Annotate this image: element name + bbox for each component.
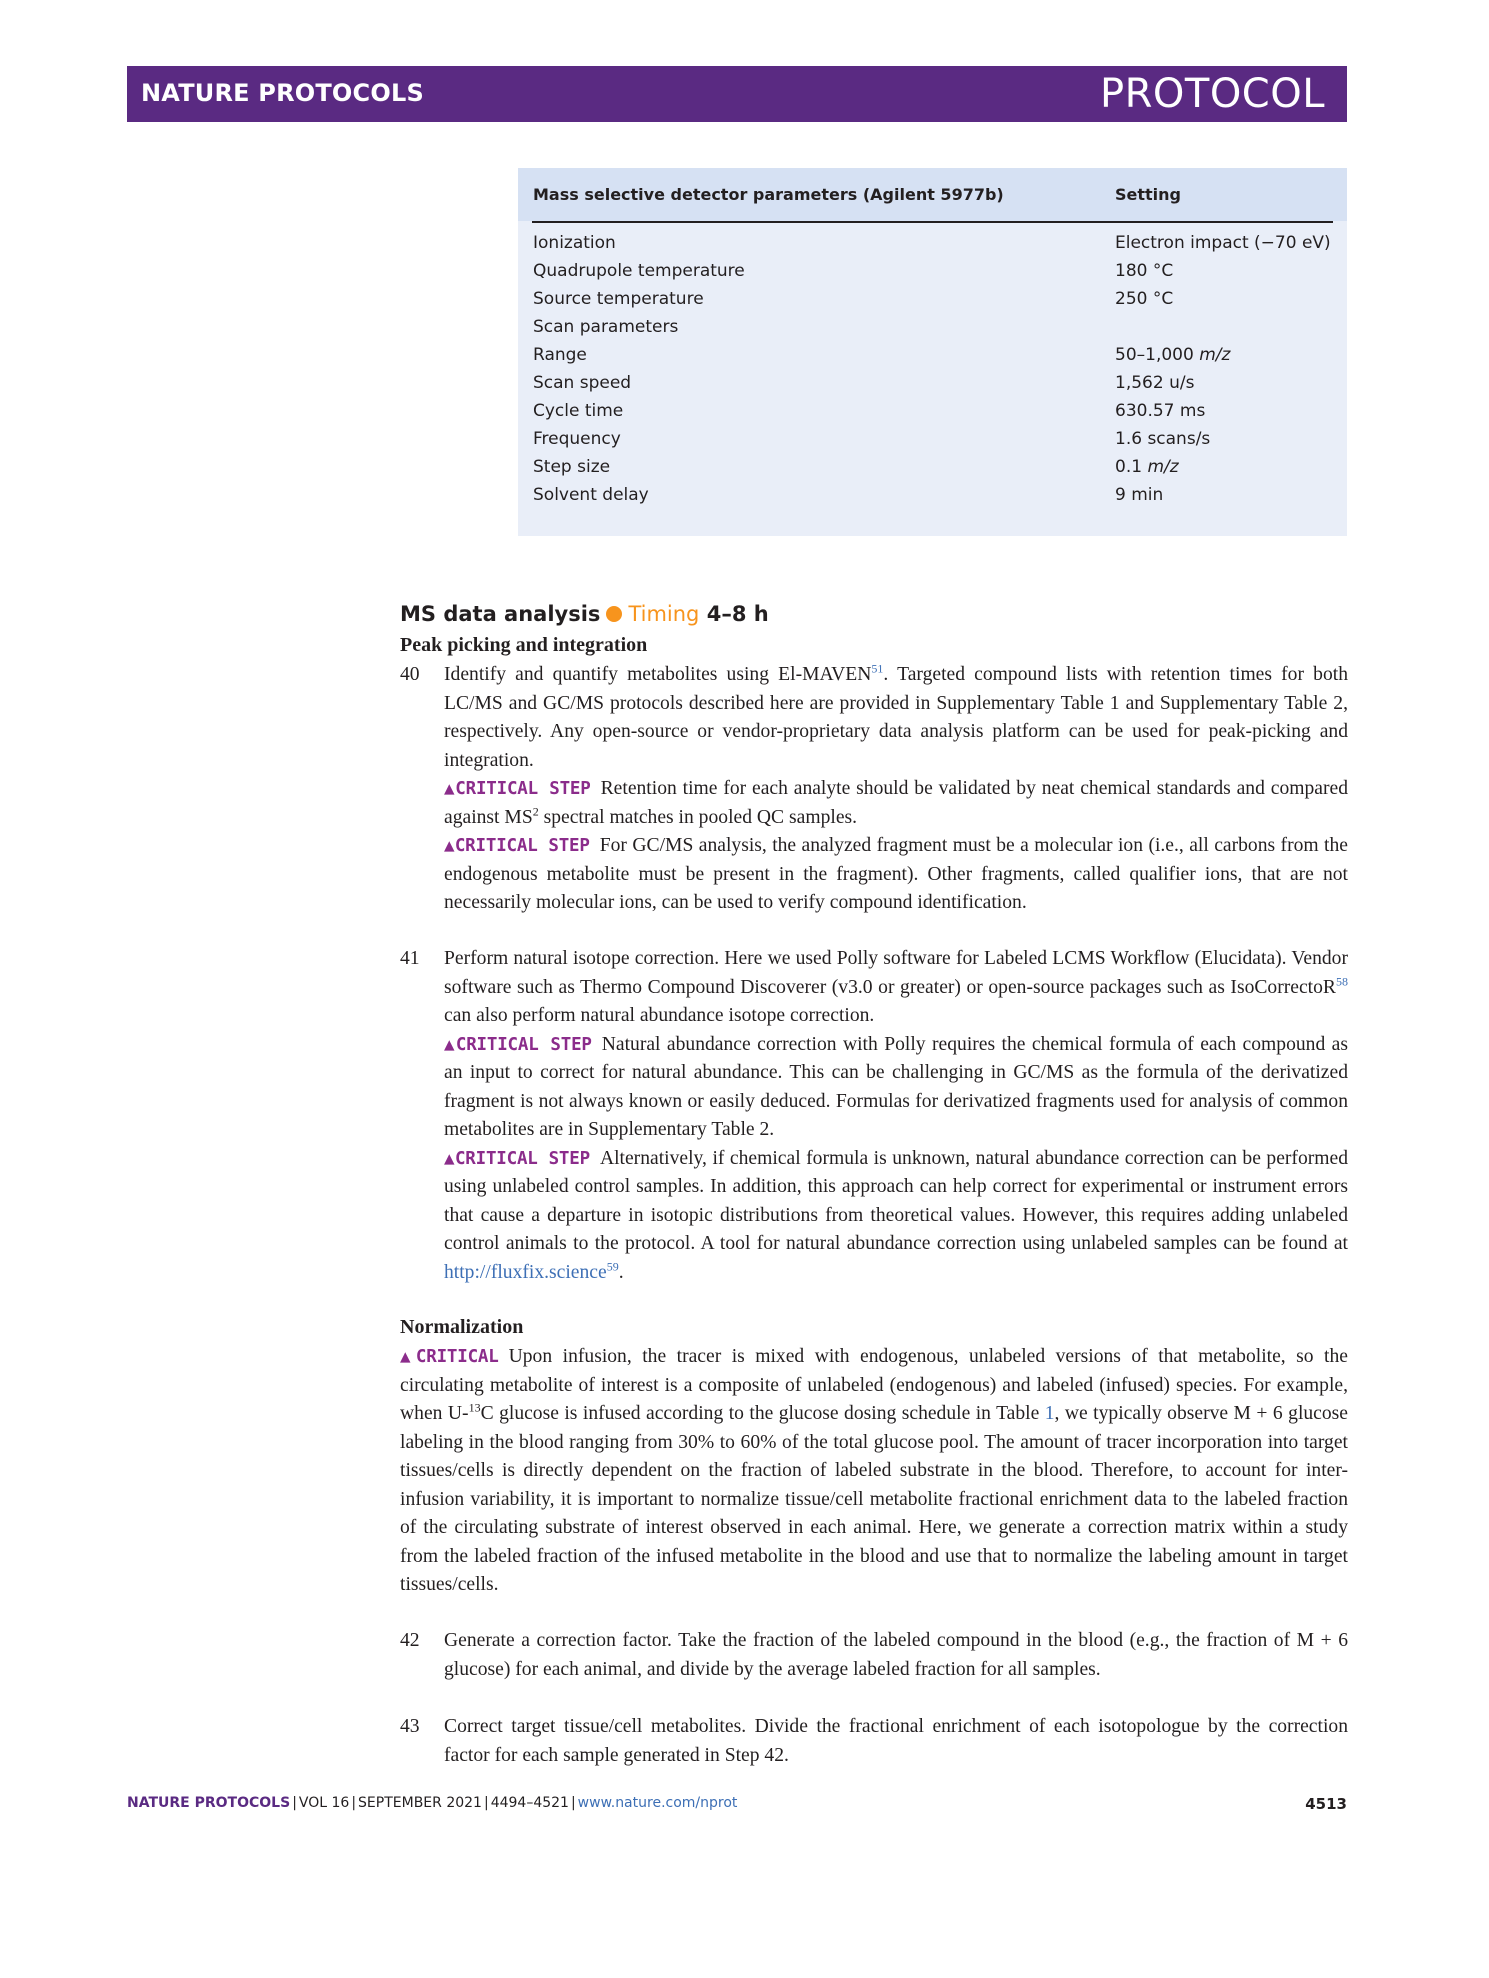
table-header-row <box>518 168 1347 221</box>
timing-value: 4–8 h <box>706 602 769 626</box>
step-body <box>444 1627 1348 1684</box>
page-number: 4513 <box>1305 1795 1347 1813</box>
table-cell-setting: 50–1,000 m/z <box>1115 345 1231 365</box>
table-cell-setting: 180 °C <box>1115 261 1174 281</box>
ms-parameters-table <box>518 168 1347 536</box>
critical-label: ▲CRITICAL <box>400 1347 499 1367</box>
step-text: Perform natural isotope correction. Here we used Polly software for Labeled LCMS Workflow (Elucidata). Vendor software such as Thermo Compound Discoverer (v3.0 or greater) or open-source packages such as IsoCorrectoR$^{58}$ can also perform natural abundance isotope correction. <box>444 948 1348 1026</box>
table-row <box>518 485 1347 513</box>
step-text: Correct target tissue/cell metabolites. Divide the fractional enrichment of each isotopologue by the correction factor for each sample generated in Step 42. <box>444 1716 1348 1766</box>
step-body <box>444 1713 1348 1770</box>
fluxfix-link[interactable]: http://fluxfix.science <box>444 1261 607 1283</box>
table-cell-setting: 9 min <box>1115 485 1164 505</box>
step-number: 41 <box>400 948 420 969</box>
subsection-title-peak-picking: Peak picking and integration <box>400 634 648 656</box>
section-title: MS data analysis <box>400 602 601 626</box>
step-text: Identify and quantify metabolites using El-MAVEN$^{51}$. Targeted compound lists with retention times for both LC/MS and GC/MS protocols described here are provided in Supplementary Table 1 and Supplementary Table 2, respectively. Any open-source or vendor-proprietary data analysis platform can be used for peak-picking and integration. <box>444 661 1348 771</box>
table-cell-parameter: Source temperature <box>533 289 704 309</box>
table-cell-parameter: Ionization <box>533 233 616 253</box>
table-cell-setting: 630.57 ms <box>1115 401 1206 421</box>
table-cell-parameter: Cycle time <box>533 401 624 421</box>
critical-step-note: ▲CRITICAL STEP Natural abundance correction with Polly requires the chemical formula of each compound as an input to correct for natural abundance. This can be challenging in GC/MS as the formula of the derivatized fragment is not always known or easily deduced. Formulas for derivatized fragments used for analysis of common metabolites are in Supplementary Table 2. <box>444 1033 1348 1140</box>
footer-volume: VOL 16 <box>298 1795 350 1811</box>
table-row <box>518 429 1347 457</box>
table-row <box>518 261 1347 289</box>
table-cell-parameter: Frequency <box>533 429 621 449</box>
reference-link[interactable]: 59 <box>606 1258 619 1273</box>
step-number: 42 <box>400 1630 420 1651</box>
footer-date: SEPTEMBER 2021 <box>358 1795 482 1811</box>
table-header-rule <box>532 221 1333 223</box>
journal-header-bar <box>127 66 1347 122</box>
table-row <box>518 345 1347 373</box>
table-cell-parameter: Quadrupole temperature <box>533 261 745 281</box>
critical-step-note: ▲CRITICAL STEP Retention time for each analyte should be validated by neat chemical standards and compared against $MS^2$ spectral matches in pooled QC samples. <box>444 778 1348 828</box>
table-row <box>518 233 1347 261</box>
critical-step-label: ▲CRITICAL STEP <box>444 1034 592 1055</box>
table-row <box>518 401 1347 429</box>
critical-step-label: ▲CRITICAL STEP <box>444 1148 590 1169</box>
table-cell-parameter: Range <box>533 345 587 365</box>
timing-dot-icon <box>606 606 622 622</box>
critical-step-label: ▲CRITICAL STEP <box>444 836 590 856</box>
table-cell-setting: Electron impact (−70 eV) <box>1115 233 1331 253</box>
table-row <box>518 289 1347 317</box>
step-body <box>444 945 1348 1287</box>
table-cell-parameter: Solvent delay <box>533 485 649 505</box>
journal-name: NATURE PROTOCOLS <box>141 79 424 107</box>
step-number: 40 <box>400 664 420 685</box>
normalization-paragraph: ▲CRITICAL Upon infusion, the tracer is mixed with endogenous, unlabeled versions of that metabolite, so the circulating metabolite of interest is a composite of unlabeled (endogenous) and labeled (infused) species. For example, when U-$^{13}$C glucose is infused according to the glucose dosing schedule in Table 1, we typically observe M + 6 glucose labeling in the blood ranging from 30% to 60% of the total glucose pool. The amount of tracer incorporation into target tissues/cells is directly dependent on the fraction of labeled substrate in the blood. Therefore, to account for inter-infusion variability, it is important to normalize tissue/cell metabolite fractional enrichment data to the labeled fraction of the circulating substrate of interest observed in each animal. Here, we generate a correction matrix within a study from the labeled fraction of the infused metabolite in the blood and use that to normalize the labeling amount in target tissues/cells. <box>400 1346 1349 1595</box>
step-body <box>444 661 1348 918</box>
table-cell-setting: 1.6 scans/s <box>1115 429 1211 449</box>
step-text: Generate a correction factor. Take the fraction of the labeled compound in the blood (e.g., the fraction of M + 6 glucose) for each animal, and divide by the average labeled fraction for all samples. <box>444 1630 1348 1680</box>
timing-label: Timing <box>628 602 700 626</box>
table-cell-setting: 1,562 u/s <box>1115 373 1195 393</box>
table-header-parameter: Mass selective detector parameters (Agilent 5977b) <box>533 185 1004 204</box>
table-row <box>518 317 1347 345</box>
step-number: 43 <box>400 1716 420 1737</box>
critical-step-note: ▲CRITICAL STEP For GC/MS analysis, the analyzed fragment must be a molecular ion (i.e., all carbons from the endogenous metabolite must be present in the fragment). Other fragments, called qualifier ions, that are not necessarily molecular ions, can be used to verify compound identification. <box>444 835 1348 913</box>
critical-step-label: ▲CRITICAL STEP <box>444 779 591 799</box>
table-cell-setting: 0.1 m/z <box>1115 457 1179 477</box>
table-cell-parameter: Scan parameters <box>533 317 679 337</box>
table-cell-parameter: Scan speed <box>533 373 632 393</box>
table-cell-parameter: Step size <box>533 457 611 477</box>
subsection-title-normalization: Normalization <box>400 1316 524 1338</box>
footer-pages: 4494–4521 <box>490 1795 569 1811</box>
table-cell-setting: 250 °C <box>1115 289 1174 309</box>
article-type: PROTOCOL <box>1099 71 1325 117</box>
footer-url-link[interactable]: www.nature.com/nprot <box>577 1795 738 1811</box>
table-header-setting: Setting <box>1115 185 1181 204</box>
table-reference-link[interactable]: 1 <box>1044 1403 1055 1424</box>
page-footer: NATURE PROTOCOLS | VOL 16 | SEPTEMBER 2021 | 4494–4521 | www.nature.com/nprot 4513 <box>127 1795 1347 1813</box>
table-row <box>518 373 1347 401</box>
reference-link[interactable]: 58 <box>1336 973 1348 988</box>
section-heading <box>400 602 769 626</box>
footer-journal: NATURE PROTOCOLS <box>127 1795 291 1811</box>
critical-step-note: ▲CRITICAL STEP Alternatively, if chemical formula is unknown, natural abundance correction can be performed using unlabeled control samples. In addition, this approach can help correct for experimental or instrument errors that cause a departure in isotopic distributions from theoretical values. However, this requires adding unlabeled control animals to the protocol. A tool for natural abundance correction using unlabeled samples can be found at http://fluxfix.science$^{59}$. <box>444 1147 1349 1283</box>
table-row <box>518 457 1347 485</box>
reference-link[interactable]: 51 <box>871 661 884 676</box>
